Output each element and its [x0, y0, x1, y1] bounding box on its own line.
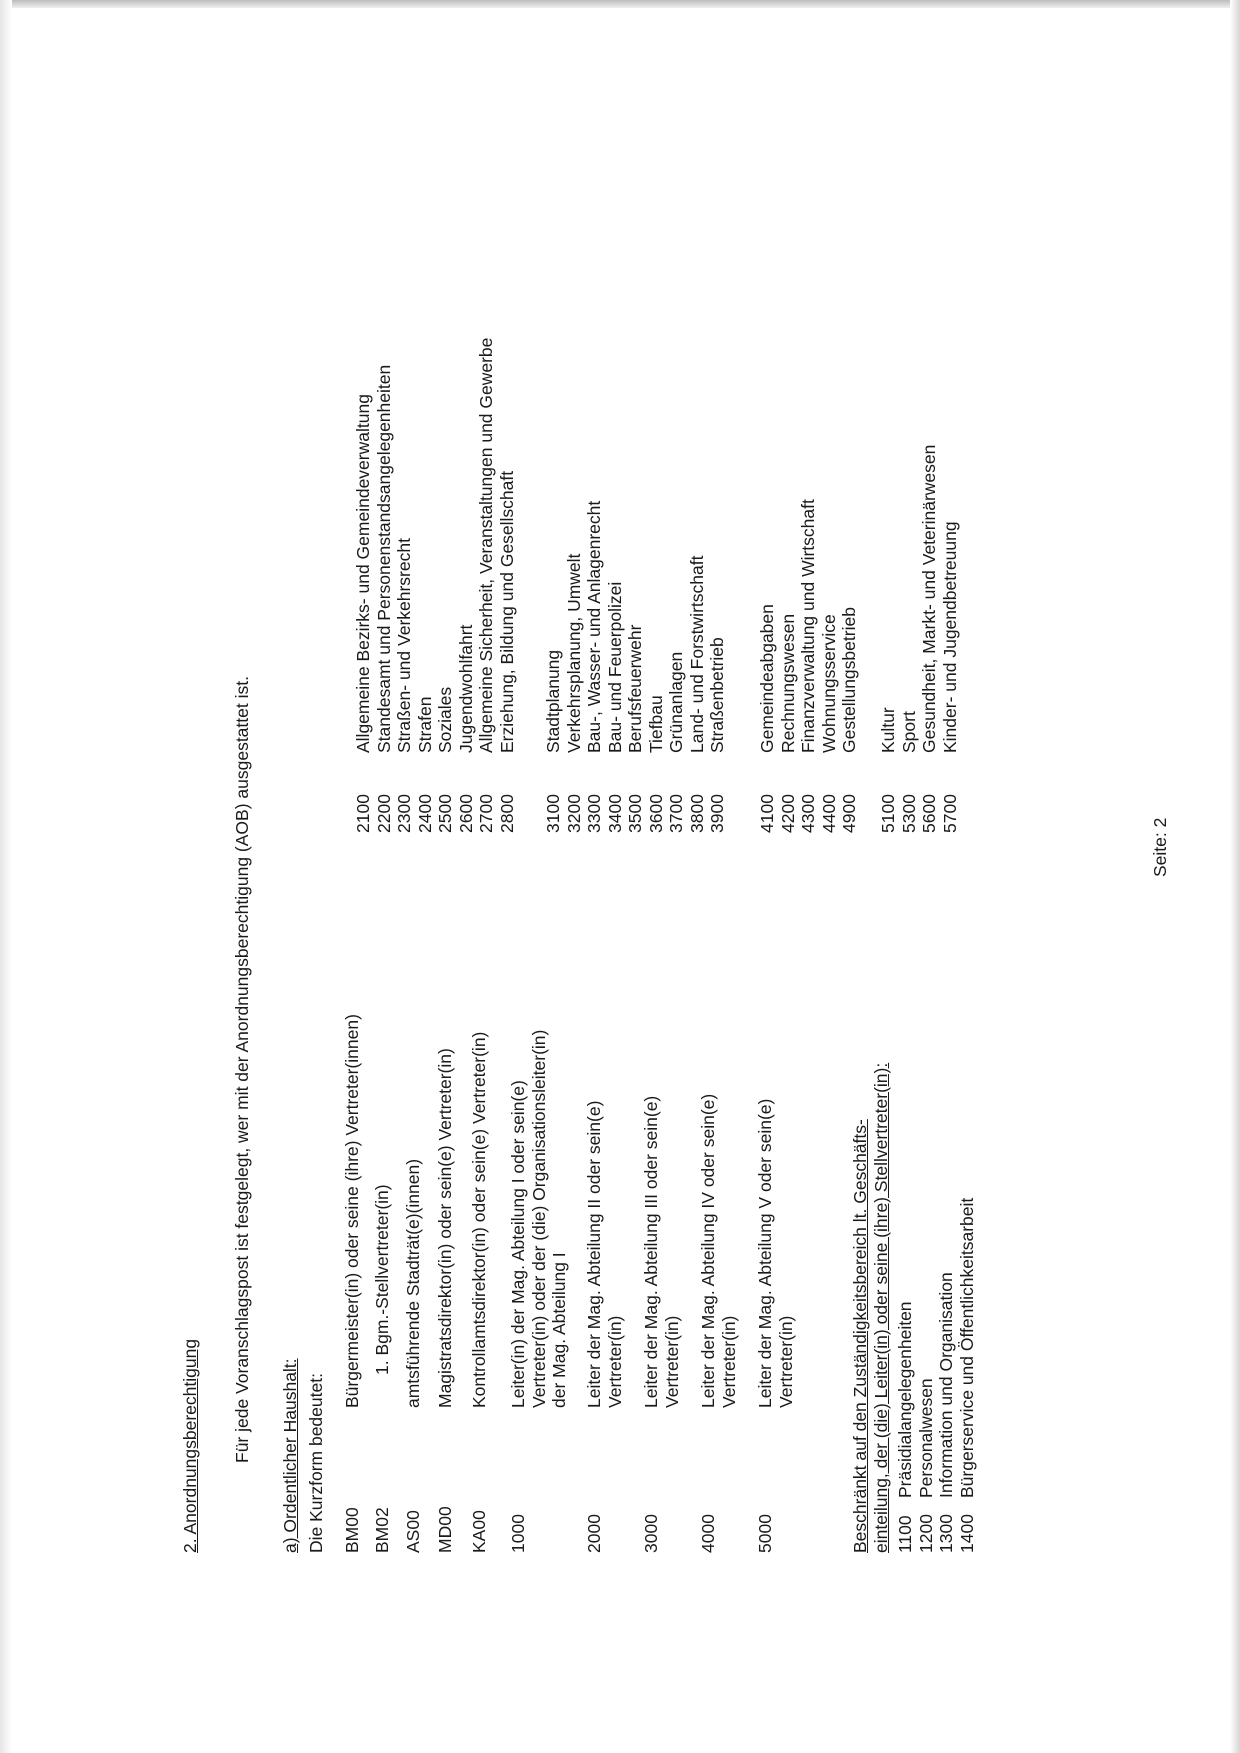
- entry-code: AS00: [403, 1510, 423, 1553]
- entry-description-line: Vertreter(in) oder der (die) Organisationsleiter(in): [528, 1029, 549, 1408]
- budget-label: Grünanlagen: [666, 651, 686, 753]
- restricted-code: 1200: [915, 1514, 936, 1553]
- entry-description-line: Vertreter(in): [661, 1315, 682, 1408]
- budget-code: 4300: [798, 794, 818, 833]
- budget-label: Land- und Forstwirtschaft: [686, 555, 707, 753]
- restricted-label: Personalwesen: [915, 1378, 936, 1498]
- budget-label: Soziales: [435, 686, 455, 753]
- entry-description-line: 1. Bgm.-Stellvertreter(in): [372, 1184, 392, 1375]
- budget-code: 2400: [414, 794, 435, 833]
- restricted-code: 1100: [895, 1515, 915, 1553]
- entry-code: 4000: [698, 1514, 718, 1553]
- entry-description-line: Leiter(in) der Mag. Abteilung I oder sein(e): [508, 1080, 528, 1408]
- budget-code: 5100: [878, 794, 898, 833]
- entry-code: 2000: [584, 1514, 604, 1553]
- entry-description-line: der Mag. Abteilung I: [549, 1252, 569, 1408]
- budget-code: 2600: [455, 794, 476, 833]
- entry-description-line: Vertreter(in): [775, 1315, 796, 1408]
- budget-label: Bau- und Feuerpolizei: [604, 581, 625, 753]
- budget-code: 3800: [686, 794, 707, 833]
- restricted-label: Bürgerservice und Öffentlichkeitsarbeit: [956, 1197, 977, 1498]
- budget-code: 2800: [496, 794, 517, 833]
- restricted-code: 1300: [936, 1514, 956, 1553]
- entry-description-line: Bürgermeister(in) oder seine (ihre) Vertreter(innen): [342, 1014, 362, 1408]
- budget-label: Wohnungsservice: [818, 614, 839, 753]
- budget-label: Gestellungsbetrieb: [839, 607, 859, 753]
- budget-label: Straßen- und Verkehrsrecht: [394, 538, 414, 753]
- budget-code: 3500: [625, 794, 645, 833]
- budget-code: 4900: [839, 794, 859, 833]
- entry-code: 5000: [755, 1514, 775, 1553]
- entry-code: 1000: [508, 1514, 528, 1553]
- budget-code: 4400: [818, 794, 839, 833]
- budget-code: 5700: [939, 794, 960, 833]
- entry-description-line: Leiter der Mag. Abteilung III oder sein(e): [641, 1095, 661, 1408]
- section-heading: 2. Anordnungsberechtigung: [180, 1338, 200, 1553]
- entry-description-line: Kontrollamtsdirektor(in) oder sein(e) Vertreter(in): [469, 1031, 489, 1408]
- budget-label: Erziehung, Bildung und Gesellschaft: [496, 470, 517, 753]
- entry-description-line: Magistratsdirektor(in) oder sein(e) Vertreter(in): [435, 1048, 455, 1408]
- budget-code: 5300: [898, 794, 919, 833]
- budget-label: Finanzverwaltung und Wirtschaft: [798, 499, 818, 753]
- budget-label: Kultur: [878, 707, 898, 753]
- budget-code: 3700: [666, 794, 686, 833]
- entry-description-line: Leiter der Mag. Abteilung II oder sein(e): [584, 1100, 604, 1408]
- budget-label: Gemeindeabgaben: [757, 604, 777, 753]
- page-number: Seite: 2: [1150, 817, 1170, 877]
- budget-code: 2100: [353, 794, 373, 833]
- restricted-heading-line-2: einteilung, der (die) Leiter(in) oder seine (ihre) Stellvertreter(in):: [871, 1062, 891, 1553]
- budget-code: 2200: [373, 794, 394, 833]
- entry-description-line: Leiter der Mag. Abteilung V oder sein(e): [755, 1098, 775, 1408]
- entry-description-line: Leiter der Mag. Abteilung IV oder sein(e): [698, 1093, 718, 1408]
- budget-code: 4200: [777, 794, 798, 833]
- budget-label: Verkehrsplanung, Umwelt: [563, 553, 584, 753]
- budget-label: Sport: [898, 711, 919, 753]
- budget-code: 3900: [707, 794, 727, 833]
- restricted-label: Präsidialangelegenheiten: [895, 1301, 915, 1498]
- entry-description-line: Vertreter(in): [604, 1315, 625, 1408]
- entry-code: KA00: [469, 1510, 489, 1553]
- budget-label: Gesundheit, Markt- und Veterinärwesen: [919, 444, 939, 753]
- budget-code: 3100: [543, 794, 563, 833]
- budget-label: Stadtplanung: [543, 649, 563, 753]
- budget-label: Standesamt und Personenstandsangelegenheiten: [373, 364, 394, 753]
- budget-code: 2700: [476, 794, 496, 833]
- budget-label: Rechnungswesen: [777, 613, 798, 753]
- intro-text: Für jede Voranschlagspost ist festgelegt, wer mit der Anordnungsberechtigung (AOB) ausgestattet ist.: [232, 676, 252, 1463]
- kurzform-text: Die Kurzform bedeutet:: [306, 1373, 326, 1553]
- entry-code: BM02: [372, 1507, 392, 1553]
- section-a-title: a) Ordentlicher Haushalt:: [280, 1358, 300, 1553]
- restricted-heading-line-1: Beschränkt auf den Zuständigkeitsbereich lt. Geschäfts-: [850, 1119, 870, 1553]
- budget-label: Strafen: [414, 696, 435, 753]
- budget-code: 2500: [435, 794, 455, 833]
- entry-code: BM00: [342, 1507, 362, 1553]
- budget-label: Allgemeine Sicherheit, Veranstaltungen und Gewerbe: [476, 337, 496, 753]
- entry-description-line: amtsführende Stadträt(e)(innen): [403, 1158, 423, 1408]
- budget-code: 3600: [645, 794, 666, 833]
- budget-code: 3200: [563, 794, 584, 833]
- budget-label: Allgemeine Bezirks- und Gemeindeverwaltung: [353, 394, 373, 753]
- budget-code: 5600: [919, 794, 939, 833]
- restricted-code: 1400: [956, 1514, 977, 1553]
- entry-code: MD00: [435, 1506, 455, 1553]
- restricted-label: Information und Organisation: [936, 1272, 956, 1498]
- budget-label: Bau-, Wasser- und Anlagenrecht: [584, 500, 604, 753]
- budget-label: Tiefbau: [645, 695, 666, 753]
- entry-code: 3000: [641, 1514, 661, 1553]
- budget-label: Straßenbetrieb: [707, 637, 727, 753]
- budget-label: Jugendwohlfahrt: [455, 624, 476, 753]
- budget-label: Berufsfeuerwehr: [625, 624, 645, 753]
- budget-code: 4100: [757, 794, 777, 833]
- entry-description-line: Vertreter(in): [718, 1315, 739, 1408]
- budget-label: Kinder- und Jugendbetreuung: [939, 521, 960, 753]
- budget-code: 3300: [584, 794, 604, 833]
- budget-code: 2300: [394, 794, 414, 833]
- budget-code: 3400: [604, 794, 625, 833]
